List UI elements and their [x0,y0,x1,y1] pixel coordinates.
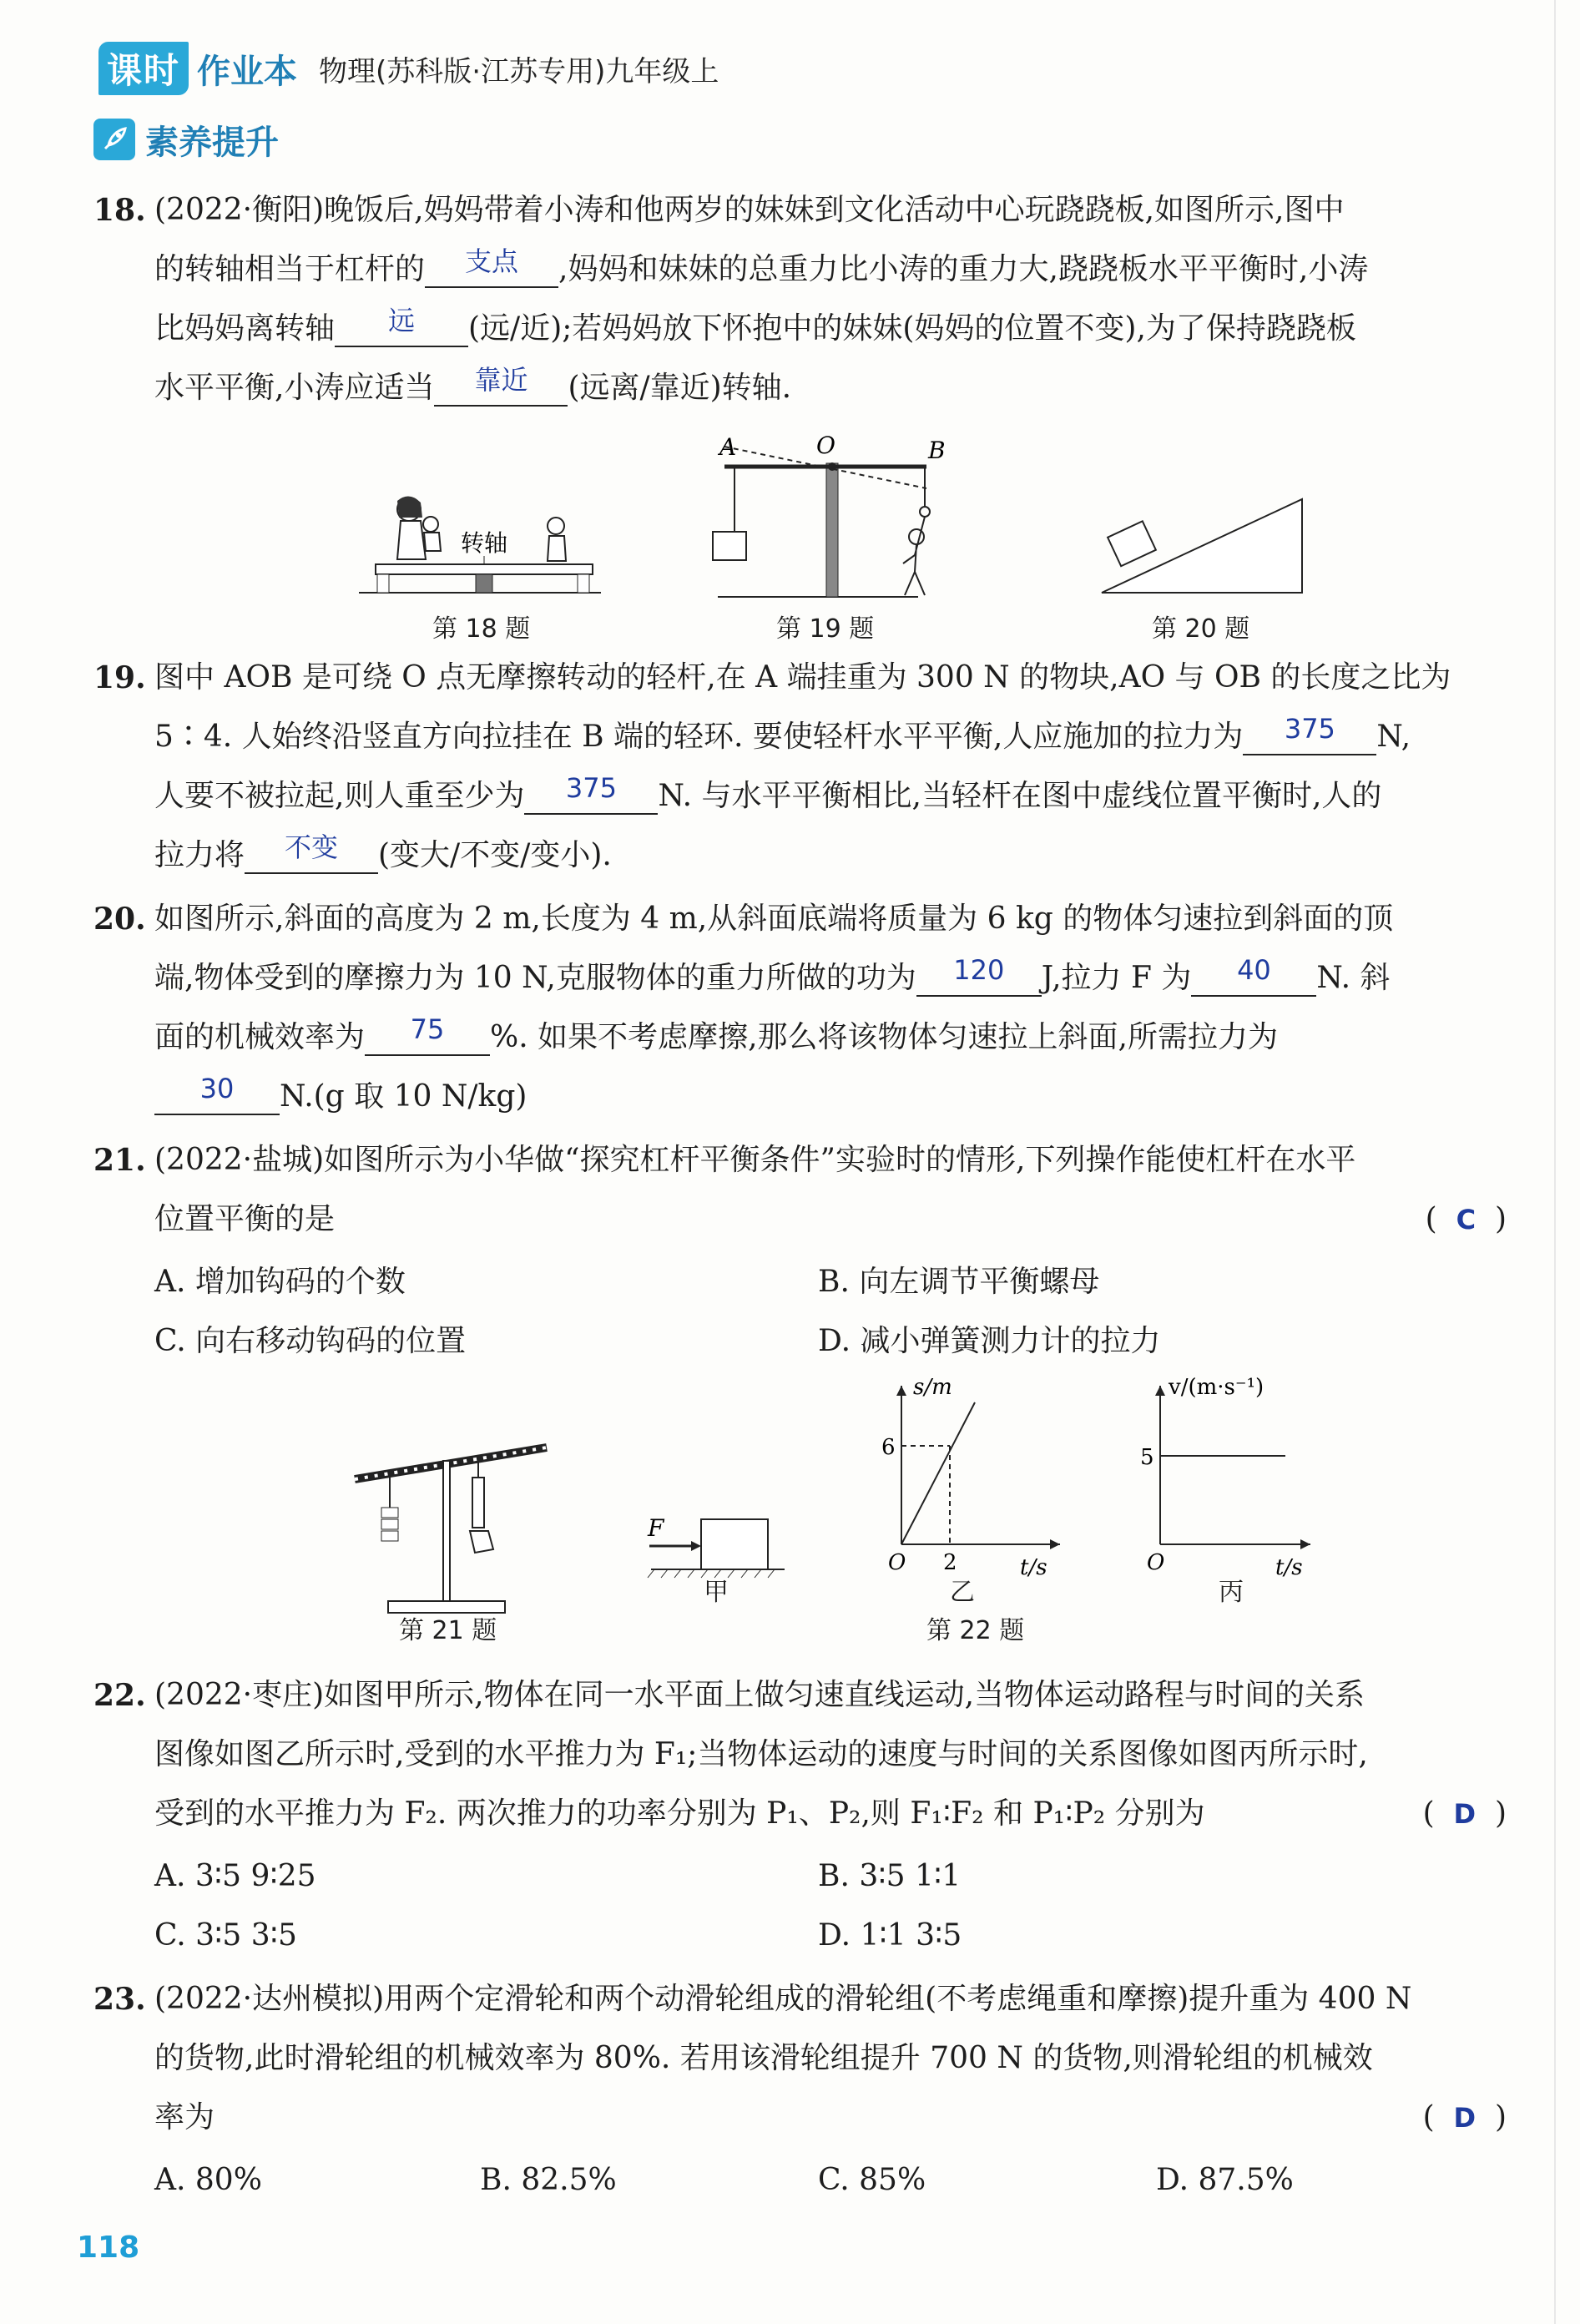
fig21-lever-stand [338,1427,555,1619]
q18-line2 [154,245,1507,291]
bing-origin: O [1147,1550,1165,1575]
q22-answer-bracket: ( D ) [1422,1796,1507,1831]
q23-answer-bracket: ( D ) [1422,2100,1507,2135]
q18-line1: (2022·衡阳)晚饭后,妈妈带着小涛和他两岁的妹妹到文化活动中心玩跷跷板,如图所示,图中 [154,193,1345,227]
q20-line4 [154,1075,1507,1119]
text: 人要不被拉起,则人重至少为 [154,779,525,813]
text: (远离/靠近)转轴. [568,371,792,405]
q19-number: 19. [93,660,146,695]
text: 5∶4. 人始终沿竖直方向拉挂在 B 端的轻环. 要使轻杆水平平衡,人应施加的拉力为 [154,720,1244,754]
q22-option-a: A. 3∶5 9∶25 [154,1859,316,1893]
q18-line4 [154,366,1507,410]
q23-number: 23. [93,1982,146,2017]
handwritten-answer: 375 [565,772,617,804]
bing-tick-5: 5 [1140,1445,1154,1470]
fig18-label: 转轴 [461,529,508,557]
text: (变大/不变/变小). [378,838,612,872]
fig22-yi-st-graph [876,1369,1068,1578]
fig22-bing-vt-graph [1135,1369,1344,1578]
q23-option-c: C. 85% [818,2163,926,2197]
header-brand [98,42,719,95]
answer-blank [365,1013,490,1056]
q20-line3 [154,1013,1507,1059]
fig22-yi-label: 乙 [950,1578,975,1607]
fig19-lever [709,430,952,605]
text: N, [1376,720,1411,754]
fig18-caption: 第 18 题 [432,614,531,644]
handwritten-answer: 375 [1284,713,1335,745]
answer-blank [425,245,558,288]
yi-y-axis-label: s/m [913,1375,952,1400]
text: 的转轴相当于杠杆的 [154,252,426,286]
q21-line1: (2022·盐城)如图所示为小华做“探究杠杆平衡条件”实验时的情形,下列操作能使杠杆在水平 [154,1143,1356,1177]
q21-option-a: A. 增加钩码的个数 [154,1265,406,1299]
q21-option-c: C. 向右移动钩码的位置 [154,1324,467,1358]
text: %. 如果不考虑摩擦,那么将该物体匀速拉上斜面,所需拉力为 [490,1020,1278,1054]
handwritten-answer: 40 [1237,954,1271,986]
yi-origin: O [888,1550,906,1575]
bing-y-axis-label: v/(m·s⁻¹) [1169,1375,1265,1400]
fig19-label-A: A [719,433,737,461]
book-subtitle: 物理(苏科版·江苏专用)九年级上 [319,54,719,88]
fig19-label-O: O [816,432,835,459]
q20-number: 20. [93,902,146,937]
q22-option-d: D. 1∶1 3∶5 [818,1918,962,1953]
q23-line2: 的货物,此时滑轮组的机械效率为 80%. 若用该滑轮组提升 700 N 的货物,则滑轮组的机械效 [154,2041,1373,2075]
section-header [93,114,279,165]
yi-x-axis-label: t/s [1020,1555,1047,1578]
q18-number: 18. [93,193,146,228]
answer-blank [335,307,468,347]
text: J,拉力 F 为 [1041,961,1192,995]
handwritten-answer: 75 [410,1013,445,1045]
bing-x-axis-label: t/s [1275,1555,1303,1578]
page-edge [1554,0,1556,2324]
q23-answer: D [1453,2102,1477,2134]
answer-blank [434,366,568,407]
q22-option-c: C. 3∶5 3∶5 [154,1918,297,1953]
q22-line3: 受到的水平推力为 F₂. 两次推力的功率分别为 P₁、P₂,则 F₁∶F₂ 和 P₁∶P₂ 分别为 [154,1796,1205,1831]
brand-logo: 课时 [98,42,189,95]
fig20-caption: 第 20 题 [1152,614,1250,644]
text: 水平平衡,小涛应适当 [154,371,435,405]
q23-line3: 率为 [154,2100,215,2135]
text: N. 斜 [1316,961,1391,995]
brand-name: 作业本 [197,52,298,91]
handwritten-answer: 不变 [285,831,339,863]
text: ,妈妈和妹妹的总重力比小涛的重力大,跷跷板水平平衡时,小涛 [558,252,1369,286]
q19-line2 [154,715,1507,759]
q22-line2: 图像如图乙所示时,受到的水平推力为 F₁;当物体运动的速度与时间的关系图像如图丙所示时, [154,1737,1368,1771]
section-title: 素养提升 [145,123,279,162]
q21-answer: C [1456,1204,1477,1235]
q21-line2: 位置平衡的是 [154,1202,336,1236]
handwritten-answer: 支点 [465,245,519,277]
q23-option-b: B. 82.5% [480,2163,617,2197]
fig22-caption: 第 22 题 [926,1616,1025,1645]
fig21-caption: 第 21 题 [399,1616,497,1645]
fig22-bing-label: 丙 [1219,1578,1244,1607]
q23-option-d: D. 87.5% [1156,2163,1294,2197]
handwritten-answer: 120 [953,954,1005,986]
fig18-seesaw [359,467,609,609]
q20-line2 [154,954,1507,1000]
fig19-caption: 第 19 题 [776,614,875,644]
jia-force-label: F [648,1514,664,1542]
q22-line1: (2022·枣庄)如图甲所示,物体在同一水平面上做匀速直线运动,当物体运动路程与时间的关系 [154,1678,1365,1712]
handwritten-answer: 靠近 [474,364,528,396]
answer-blank [1191,954,1316,997]
handwritten-answer: 远 [388,305,416,336]
q22-number: 22. [93,1678,146,1713]
q22-option-b: B. 3∶5 1∶1 [818,1859,962,1893]
q20-line1: 如图所示,斜面的高度为 2 m,长度为 4 m,从斜面底端将质量为 6 kg 的物体匀速拉到斜面的顶 [154,902,1394,936]
q23-option-a: A. 80% [154,2163,262,2197]
answer-blank [154,1075,280,1115]
q21-answer-bracket: ( C ) [1425,1202,1507,1236]
text: N. 与水平平衡相比,当轻杆在图中虚线位置平衡时,人的 [658,779,1382,813]
yi-tick-2: 2 [943,1550,957,1575]
yi-tick-6: 6 [881,1435,896,1460]
rocket-icon [93,119,135,160]
q22-answer: D [1453,1798,1477,1830]
q21-option-b: B. 向左调节平衡螺母 [818,1265,1100,1299]
q23-line1: (2022·达州模拟)用两个定滑轮和两个动滑轮组成的滑轮组(不考虑绳重和摩擦)提升重为 400 N [154,1982,1412,2016]
answer-blank [245,831,378,874]
answer-blank [524,772,658,815]
text: 端,物体受到的摩擦力为 10 N,克服物体的重力所做的功为 [154,961,916,995]
q19-line4 [154,831,1507,877]
q21-option-d: D. 减小弹簧测力计的拉力 [818,1324,1161,1358]
text: 拉力将 [154,838,245,872]
q19-line3 [154,772,1507,818]
text: 面的机械效率为 [154,1020,366,1054]
fig22-jia-label: 甲 [704,1578,729,1607]
page-number: 118 [77,2231,140,2265]
q21-number: 21. [93,1143,146,1178]
answer-blank [916,954,1042,997]
q18-line3 [154,307,1507,351]
q19-line1: 图中 AOB 是可绕 O 点无摩擦转动的轻杆,在 A 端挂重为 300 N 的物块,AO 与 OB 的长度之比为 [154,660,1451,695]
handwritten-answer: 30 [199,1073,235,1104]
fig19-label-B: B [928,437,946,464]
text: N.(g 取 10 N/kg) [280,1079,528,1114]
fig20-incline [1093,493,1319,601]
text: 比妈妈离转轴 [154,311,336,346]
answer-blank [1243,715,1376,755]
text: (远/近);若妈妈放下怀抱中的妹妹(妈妈的位置不变),为了保持跷跷板 [468,311,1356,346]
